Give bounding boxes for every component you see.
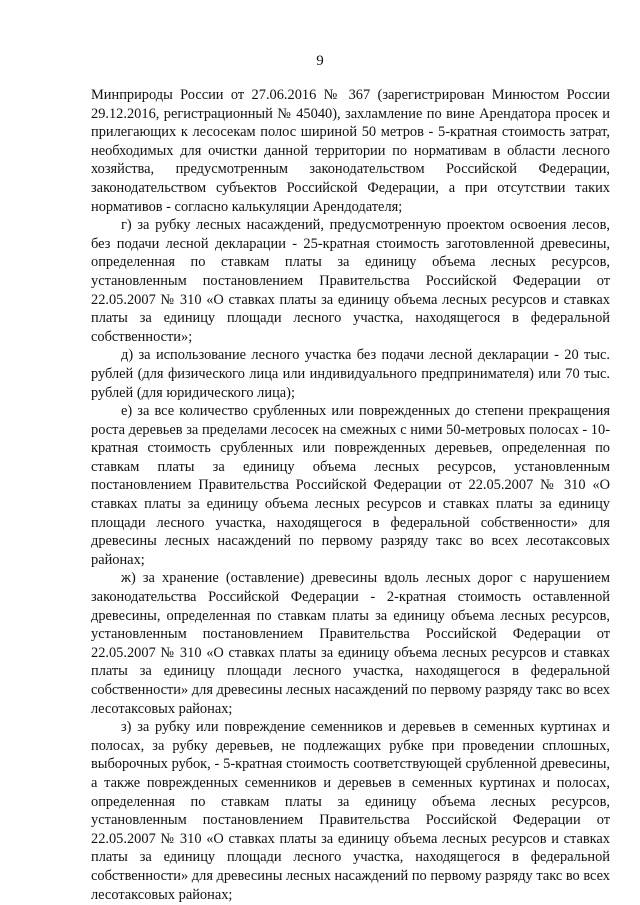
page-number: 9 xyxy=(316,53,324,69)
paragraph-item-d: д) за использование лесного участка без подачи лесной декларации - 20 тыс. рублей (для физического лица или индивидуального предпринимателя) или 70 тыс. рублей (для юридического лица); xyxy=(91,347,610,401)
paragraph-item-z: з) за рубку или повреждение семенников и деревьев в семенных куртинах и полосах, за рубку деревьев, не подлежащих рубке при проведении сплошных, выборочных рубок, - 5-кратная стоимость соответствующей срубленной древесины, а также поврежденных семенников и деревьев в семенных куртинах и полосах, определенная по ставкам платы за единицу объема лесных ресурсов, установленным постановлением Правительства Российской Федерации от 22.05.2007 № 310 «О ставках платы за единицу объема лесных ресурсов и ставках платы за единицу площади лесного участка, находящегося в федеральной собственности» для древесины лесных насаждений по первому разряду такс во всех лесотаксовых районах; xyxy=(91,719,610,903)
paragraph-item-zh: ж) за хранение (оставление) древесины вдоль лесных дорог с нарушением законодательства Российской Федерации - 2-кратная стоимость оставленной древесины, определенная по ставкам платы за единицу объема лесных ресурсов, установленным постановлением Правительства Российской Федерации от 22.05.2007 № 310 «О ставках платы за единицу объема лесных ресурсов и ставках платы за единицу площади лесного участка, находящегося в федеральной собственности» для древесины лесных насаждений по первому разряду такс во всех лесотаксовых районах; xyxy=(91,570,610,717)
paragraph-continuation: Минприроды России от 27.06.2016 № 367 (зарегистрирован Минюстом России 29.12.2016, регистрационный № 45040), захламление по вине Арендатора просек и прилегающих к лесосекам полос шириной 50 метров - 5-кратная стоимость затрат, необходимых для очистки данной территории по нормативам в области лесного хозяйства, предусмотренным законодательством Российской Федерации, законодательством субъектов Российской Федерации, а при отсутствии таких нормативов - согласно калькуляции Арендодателя; xyxy=(91,87,610,215)
paragraph-item-g: г) за рубку лесных насаждений, предусмотренную проектом освоения лесов, без подачи лесной декларации - 25-кратная стоимость заготовленной древесины, определенная по ставкам платы за единицу объема лесных ресурсов, установленным постановлением Правительства Российской Федерации от 22.05.2007 № 310 «О ставках платы за единицу объема лесных ресурсов и ставках платы за единицу площади лесного участка, находящегося в федеральной собственности»; xyxy=(91,217,610,345)
paragraph-item-e: е) за все количество срубленных или поврежденных до степени прекращения роста деревьев за пределами лесосек на смежных с ними 50-метровых полосах - 10-кратная стоимость срубленных или поврежденных деревьев, определенная по ставкам платы за единицу объема лесных ресурсов, установленным постановлением Правительства Российской Федерации от 22.05.2007 № 310 «О ставках платы за единицу объема лесных ресурсов и ставках платы за единицу площади лесного участка, находящегося в федеральной собственности» для древесины лесных насаждений по первому разряду такс во всех лесотаксовых районах; xyxy=(91,403,610,568)
document-body xyxy=(91,86,610,904)
